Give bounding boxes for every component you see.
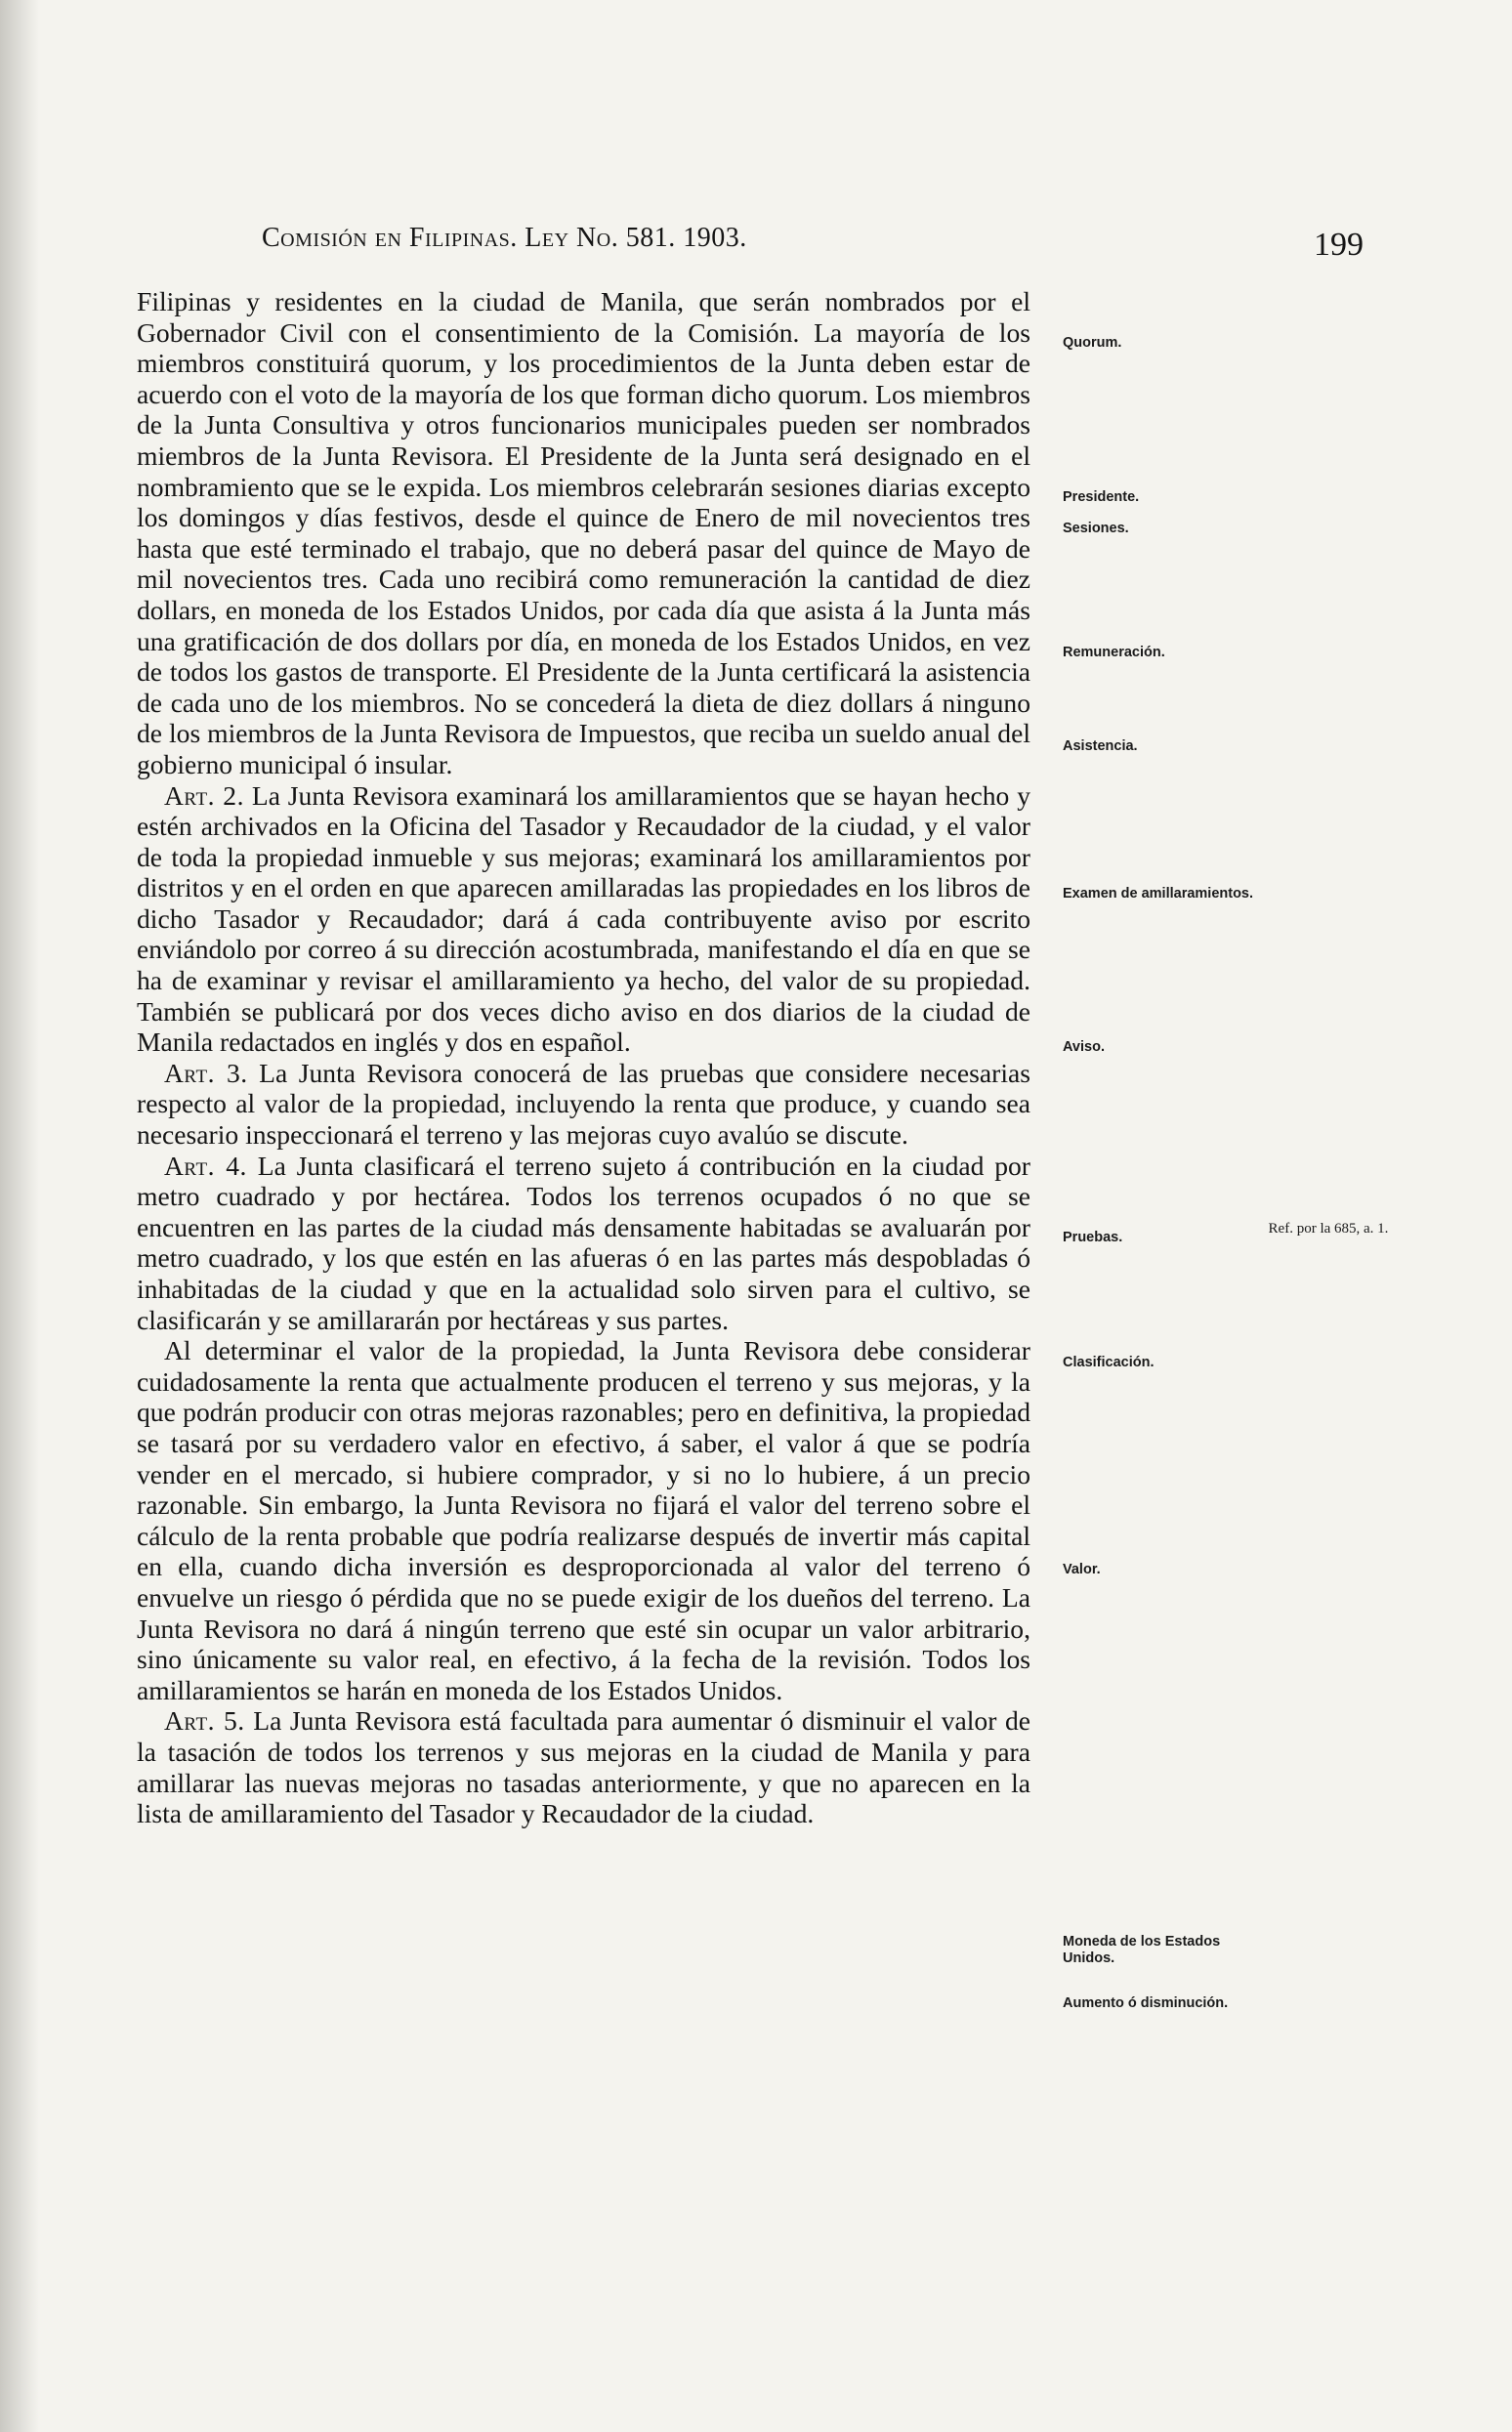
- article-2-label: Art. 2.: [164, 779, 245, 811]
- margin-note-asistencia: Asistencia.: [1063, 738, 1138, 754]
- scan-edge-shadow: [0, 0, 39, 2432]
- running-header: Comisión en Filipinas. Ley No. 581. 1903.: [262, 223, 747, 253]
- article-4-text: La Junta clasificará el terreno sujeto á contribución en la ciudad por metro cuadrado y por hectárea. Todos los terrenos ocupados ó no que se encuentren en las partes de la ciudad más densamente habitadas se avaluarán por metro cuadrado, y los que estén en las afueras ó en las partes más despobladas ó inhabitadas de la ciudad y que en la actualidad solo sirven para el cultivo, se clasificarán y se amillararán por hectáreas y sus partes.: [137, 1150, 1030, 1335]
- margin-note-quorum: Quorum.: [1063, 335, 1122, 351]
- page-number: 199: [1314, 227, 1364, 263]
- article-5: [137, 1705, 1030, 1828]
- article-4: [137, 1151, 1030, 1336]
- article-4-label: Art. 4.: [164, 1150, 247, 1181]
- article-2: [137, 780, 1030, 1058]
- article-2-text: La Junta Revisora examinará los amillaramientos que se hayan hecho y estén archivados en la Oficina del Tasador y Recaudador de la ciudad, y el valor de toda la propiedad inmueble y sus mejoras; examinará los amillaramientos por distritos y en el orden en que aparecen amillaradas las propiedades en los libros de dicho Tasador y Recaudador; dará á cada contribuyente aviso por escrito enviándolo por correo á su dirección acostumbrada, manifestando el día en que se ha de examinar y revisar el amillaramiento ya hecho, del valor de su propiedad. También se publicará por dos veces dicho aviso en dos diarios de la ciudad de Manila redactados en inglés y dos en español.: [137, 779, 1030, 1058]
- margin-note-moneda: Moneda de los Estados Unidos.: [1063, 1934, 1221, 1966]
- article-3: [137, 1058, 1030, 1151]
- article-3-text: La Junta Revisora conocerá de las pruebas que considere necesarias respecto al valor de la propiedad, incluyendo la renta que produce, y cuando sea necesario inspeccionará el terreno y las mejoras cuyo avalúo se discute.: [137, 1057, 1030, 1151]
- margin-note-presidente: Presidente.: [1063, 489, 1140, 505]
- margin-note-aumento: Aumento ó disminución.: [1063, 1995, 1229, 2011]
- article-5-text: La Junta Revisora está facultada para aumentar ó disminuir el valor de la tasación de todos los terrenos y sus mejoras en la ciudad de Manila y para amillarar las nuevas mejoras no tasadas anteriormente, y que no aparecen en la lista de amillaramiento del Tasador y Recaudador de la ciudad.: [137, 1705, 1030, 1829]
- margin-note-pruebas: Pruebas.: [1063, 1230, 1123, 1245]
- body-text: [137, 286, 1030, 1829]
- margin-note-valor: Valor.: [1063, 1562, 1101, 1577]
- margin-note-clasificacion: Clasificación.: [1063, 1355, 1155, 1370]
- margin-note-examen: Examen de amillaramientos.: [1063, 886, 1254, 902]
- margin-note-sesiones: Sesiones.: [1063, 521, 1129, 536]
- paragraph-continuation: Filipinas y residentes en la ciudad de Manila, que serán nombrados por el Gobernador Civil con el consentimiento de la Comisión. La mayoría de los miembros constituirá quorum, y los procedimientos de la Junta deben estar de acuerdo con el voto de la mayoría de los que forman dicho quorum. Los miembros de la Junta Consultiva y otros funcionarios municipales pueden ser nombrados miembros de la Junta Revisora. El Presidente de la Junta será designado en el nombramiento que se le expida. Los miembros celebrarán sesiones diarias excepto los domingos y días festivos, desde el quince de Enero de mil novecientos tres hasta que esté terminado el trabajo, que no deberá pasar del quince de Mayo de mil novecientos tres. Cada uno recibirá como remuneración la cantidad de diez dollars, en moneda de los Estados Unidos, por cada día que asista á la Junta más una gratificación de dos dollars por día, en moneda de los Estados Unidos, en vez de todos los gastos de transporte. El Presidente de la Junta certificará la asistencia de cada uno de los miembros. No se concederá la dieta de diez dollars á ninguno de los miembros de la Junta Revisora de Impuestos, que reciba un sueldo anual del gobierno municipal ó insular.: [137, 286, 1030, 779]
- paragraph-valor: Al determinar el valor de la propiedad, la Junta Revisora debe considerar cuidadosamente la renta que actualmente producen el terreno y sus mejoras, y la que podrán producir con otras mejoras razonables; pero en definitiva, la propiedad se tasará por su verdadero valor en efectivo, á saber, el valor á que se podría vender en el mercado, si hubiere comprador, y si no lo hubiere, á un precio razonable. Sin embargo, la Junta Revisora no fijará el valor del terreno sobre el cálculo de la renta probable que podría realizarse después de invertir más capital en ella, cuando dicha inversión es desproporcionada al valor del terreno ó envuelve un riesgo ó pérdida que no se puede exigir de los dueños del terreno. La Junta Revisora no dará á ningún terreno que esté sin ocupar un valor arbitrario, sino únicamente su valor real, en efectivo, á la fecha de la revisión. Todos los amillaramientos se harán en moneda de los Estados Unidos.: [137, 1335, 1030, 1705]
- margin-note-aviso: Aviso.: [1063, 1039, 1105, 1055]
- article-5-label: Art. 5.: [164, 1705, 245, 1737]
- margin-reference: Ref. por la 685, a. 1.: [1268, 1221, 1389, 1237]
- margin-note-remuneracion: Remuneración.: [1063, 645, 1165, 660]
- article-3-label: Art. 3.: [164, 1057, 248, 1088]
